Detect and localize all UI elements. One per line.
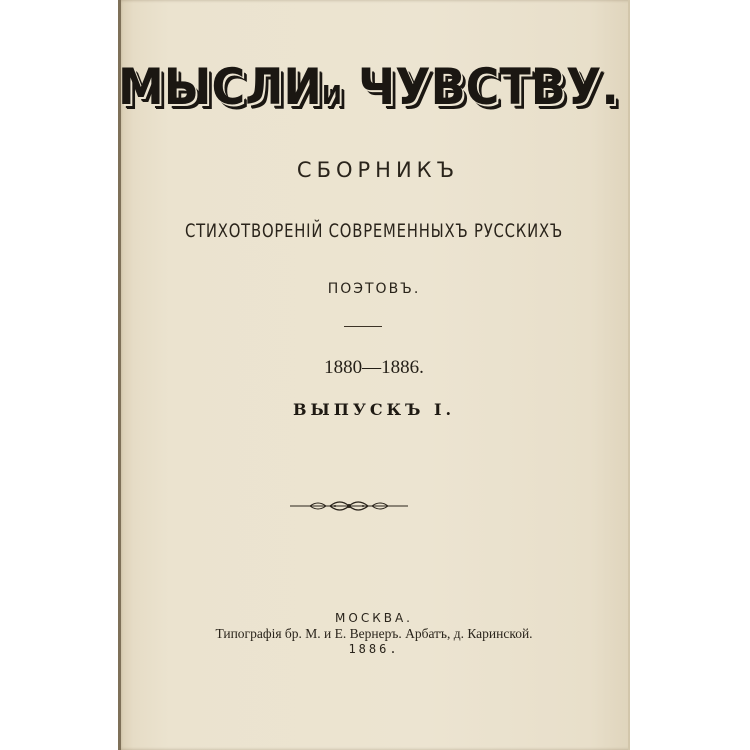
title-word-1: МЫСЛИ [118, 58, 322, 116]
collection-label: СБОРНИКЪ [296, 158, 460, 182]
imprint-printer: Типографія бр. М. и Е. Вернеръ. Арбатъ, д. Каринской. [215, 626, 533, 641]
imprint-city: МОСКВА. [335, 611, 413, 625]
imprint-year: 1886. [348, 642, 400, 656]
book-title [118, 58, 619, 116]
title-conjunction: И [321, 81, 342, 111]
decorative-ornament [290, 496, 408, 516]
title-word-2: ЧУВСТВУ. [357, 58, 619, 116]
subtitle: СТИХОТВОРЕНІЙ СОВРЕМЕННЫХЪ РУССКИХЪ [184, 220, 564, 242]
issue-label: ВЫПУСКЪ І. [292, 400, 456, 419]
divider-rule [344, 326, 382, 327]
title-page [118, 0, 630, 750]
poets-label: ПОЭТОВЪ. [327, 281, 421, 297]
year-range: 1880—1886. [324, 357, 424, 378]
